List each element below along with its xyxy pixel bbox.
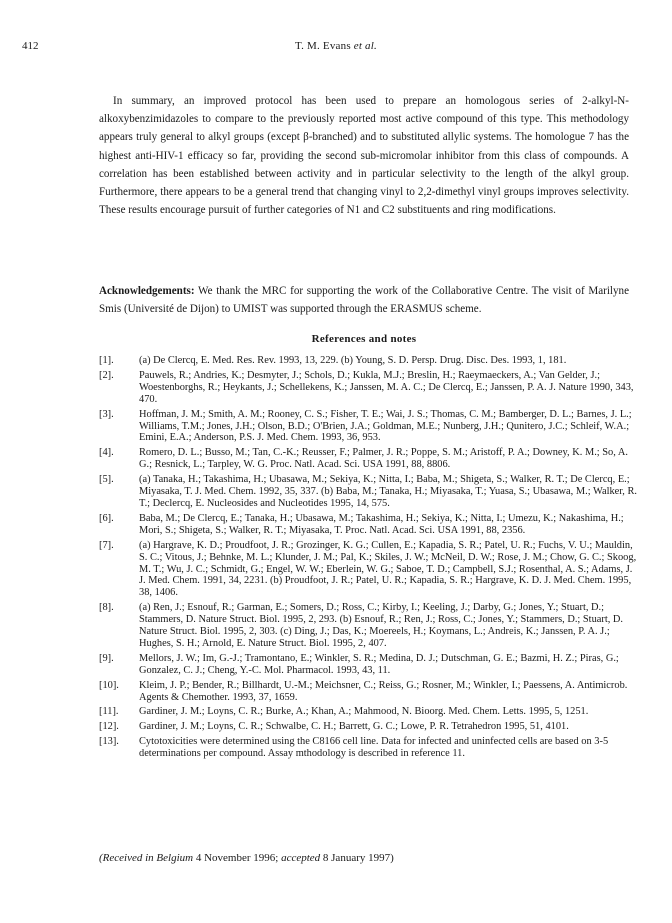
- reference-item: [99, 653, 639, 677]
- received-prefix: (Received in: [99, 852, 157, 864]
- reference-item: [99, 370, 639, 406]
- reference-text: Kleim, J. P.; Bender, R.; Billhardt, U.-M.; Meichsner, C.; Reiss, G.; Rosner, M.; Winkler, I.; Paessens, A. Antimicrob. Agents & Chemother. 1993, 37, 1659.: [139, 679, 628, 703]
- reference-number: [11].: [99, 706, 119, 718]
- reference-text: Gardiner, J. M.; Loyns, C. R.; Burke, A.; Khan, A.; Mahmood, N. Bioorg. Med. Chem. Letts. 1995, 5, 1251.: [139, 706, 589, 718]
- reference-text: Romero, D. L.; Busso, M.; Tan, C.-K.; Reusser, F.; Palmer, J. R.; Poppe, S. M.; Aristoff, P. A.; Downey, K. M.; So, A. G.; Resnick, L.; Tarpley, W. G. Proc. Natl. Acad. Sci. USA 1991, 88, 8806.: [139, 447, 628, 471]
- reference-text: (a) Hargrave, K. D.; Proudfoot, J. R.; Grozinger, K. G.; Cullen, E.; Kapadia, S. R.; Patel, U. R.; Fuchs, V. U.; Mauldin, S. C.; Vitous, J.; Behnke, M. L.; Klunder, J. M.; Pal, K.; Skiles, J. W.; McNeil, D. W.; Rose, J. M.; Chow, G. C.; Skoog, M. T.; Wu, J. C.; Schmidt, G.; Engel, W. W.; Eberlein, W. G.; Saboe, T. D.; Campbell, S.J.; Rosenthal, A. S.; Adams, J. J. Med. Chem. 1991, 34, 2231. (b) Proudfoot, J. R.; Patel, U. R.; Kapadia, S. R.; Hargrave, K. D. J. Med. Chem. 1995, 38, 1406.: [139, 539, 637, 599]
- accepted-label: accepted: [281, 852, 321, 864]
- page-header: [0, 40, 672, 56]
- reference-number: [2].: [99, 369, 114, 381]
- reference-number: [13].: [99, 736, 119, 748]
- reference-item: [99, 602, 639, 650]
- page-number: 412: [22, 40, 39, 52]
- reference-text: Hoffman, J. M.; Smith, A. M.; Rooney, C. S.; Fisher, T. E.; Wai, J. S.; Thomas, C. M.; Bamberger, D. L.; Barnes, J. L.; Williams, T.M.; Jones, J.H.; Olson, B.D.; O'Brien, J.A.; Goldman, M.E.; Nunberg, J.H.; Qunitero, J.C.; Schleif, W.A.; Emini, E.A.; Anderson, P.S. J. Med. Chem. 1993, 36, 953.: [139, 408, 632, 444]
- reference-text: Gardiner, J. M.; Loyns, C. R.; Schwalbe, C. H.; Barrett, G. C.; Lowe, P. R. Tetrahedron 1995, 51, 4101.: [139, 721, 569, 733]
- reference-text: (a) Ren, J.; Esnouf, R.; Garman, E.; Somers, D.; Ross, C.; Kirby, I.; Keeling, J.; Darby, G.; Jones, Y.; Stuart, D.; Stammers, D. Nature Struct. Biol. 1995, 2, 293. (b) Esnouf, R.; Ren, J.; Ross, C.; Jones, Y.; Stammers, D.; Stuart, D. Nature Struct. Biol. 1995, 2, 303. (c) Ding, J.; Das, K.; Moereels, H.; Koymans, L.; Andreis, K.; Janssen, P. A. J.; Hughes, S. H.; Arnold, E. Nature Struct. Biol. 1995, 2, 407.: [139, 602, 624, 649]
- reference-number: [6].: [99, 512, 114, 524]
- reference-item: [99, 736, 639, 760]
- reference-number: [3].: [99, 408, 114, 420]
- reference-item: [99, 355, 639, 367]
- reference-item: [99, 409, 639, 445]
- reference-text: (a) De Clercq, E. Med. Res. Rev. 1993, 13, 229. (b) Young, S. D. Persp. Drug. Disc. Des. 1993, 1, 181.: [139, 355, 567, 366]
- reference-item: [99, 540, 639, 600]
- reference-text: Cytotoxicities were determined using the C8166 cell line. Data for infected and uninfected cells are based on 3-5 determinations per compound. Assay mthodology is described in reference 11.: [139, 736, 609, 760]
- references-title: References and notes: [311, 333, 417, 345]
- reference-item: [99, 680, 639, 704]
- reference-number: [5].: [99, 474, 114, 486]
- reference-number: [10].: [99, 679, 119, 691]
- received-date: 4 November 1996;: [193, 852, 282, 864]
- running-head: [0, 40, 672, 52]
- reference-item: [99, 721, 639, 733]
- reference-text: Pauwels, R.; Andries, K.; Desmyter, J.; Schols, D.; Kukla, M.J.; Breslin, H.; Raeymaeckers, A.; Van Gelder, J.; Woestenborghs, R.; Heykants, J.; Schellekens, K.; Janssen, M. A. C.; De Clercq, E.; Janssen, P. A. J. Nature 1990, 343, 470.: [139, 369, 634, 405]
- reference-text: Baba, M.; De Clercq, E.; Tanaka, H.; Ubasawa, M.; Takashima, H.; Sekiya, K.; Nitta, I.; Umezu, K.; Nakashima, H.; Mori, S.; Shigeta, S.; Walker, R. T.; Miyasaka, T. Proc. Natl. Acad. Sci. USA 1991, 88, 2356.: [139, 512, 624, 536]
- running-head-etal: et al.: [353, 40, 377, 52]
- references-list: [99, 355, 639, 763]
- acknowledgements-text: We thank the MRC for supporting the work of the Collaborative Centre. The visit of Marilyne Smis (Université de Dijon) to UMIST was supported through the ERASMUS scheme.: [99, 285, 629, 316]
- reference-text: (a) Tanaka, H.; Takashima, H.; Ubasawa, M.; Sekiya, K.; Nitta, I.; Baba, M.; Shigeta, S.; Walker, R. T.; De Clercq, E.; Miyasaka, T. J. Med. Chem. 1992, 35, 337. (b) Baba, M.; Tanaka, H.; Miyasaka, T.; Yuasa, S.; Ubasawa, M.; Walker, R. T.; Declercq, E. Nucleosides and Nucleotides 1995, 14, 575.: [139, 474, 638, 509]
- summary-paragraph: In summary, an improved protocol has been used to prepare an homologous series of 2-alkyl-N-alkoxybenzimidazoles to compare to the previously reported most active compound of this type. This methodology appears truly general to alkyl groups (except β-branched) and to substituted allylic systems. The homologue 7 has the highest anti-HIV-1 efficacy so far, providing the second sub-micromolar inhibitor from this class of compounds. A correlation has been established between activity and in particular selectivity to the length of the alkyl group. Furthermore, there appears to be a general trend that changing vinyl to 2,2-dimethyl vinyl groups improves selectivity. These results encourage pursuit of further categories of N1 and C2 substituents and ring modifications.: [99, 95, 629, 217]
- reference-number: [12].: [99, 721, 119, 733]
- received-place: Belgium: [156, 852, 194, 864]
- running-head-authors: T. M. Evans: [295, 40, 351, 52]
- reference-number: [7].: [99, 539, 114, 551]
- reference-item: [99, 447, 639, 471]
- accepted-date: 8 January 1997): [320, 852, 394, 864]
- reference-number: [1].: [99, 355, 114, 366]
- reference-item: [99, 706, 639, 718]
- reference-number: [9].: [99, 652, 114, 664]
- reference-text: Mellors, J. W.; Im, G.-J.; Tramontano, E.; Winkler, S. R.; Medina, D. J.; Dutschman, G. E.; Bazmi, H. Z.; Piras, G.; Gonzalez, C. J.; Cheng, Y.-C. Mol. Pharmacol. 1993, 43, 11.: [139, 652, 619, 676]
- reference-item: [99, 474, 639, 510]
- reference-item: [99, 513, 639, 537]
- acknowledgements: [99, 282, 629, 318]
- received-note: [99, 852, 629, 864]
- acknowledgements-label: Acknowledgements:: [99, 285, 195, 297]
- reference-number: [8].: [99, 602, 114, 614]
- reference-number: [4].: [99, 447, 114, 459]
